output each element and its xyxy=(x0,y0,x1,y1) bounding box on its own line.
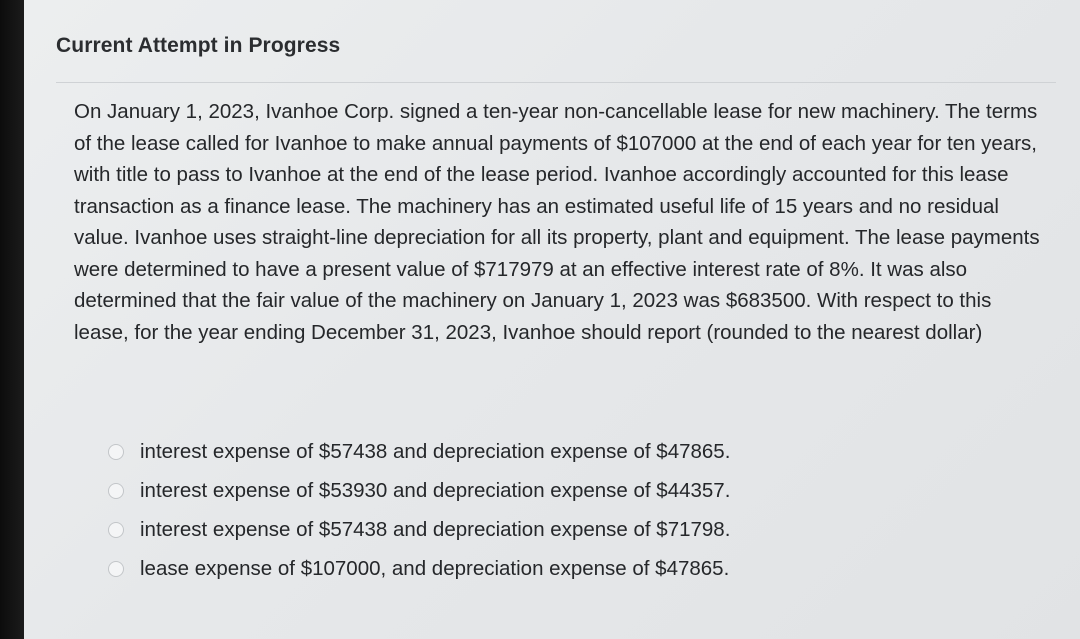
answer-option-label[interactable]: lease expense of $107000, and depreciation expense of $47865. xyxy=(140,556,730,580)
answer-option[interactable] xyxy=(108,471,730,510)
answer-option-label[interactable]: interest expense of $57438 and depreciation expense of $71798. xyxy=(140,517,731,541)
radio-button-1[interactable] xyxy=(108,444,124,460)
answer-option-label[interactable]: interest expense of $53930 and depreciation expense of $44357. xyxy=(140,478,731,502)
question-panel xyxy=(24,0,1080,639)
question-text: On January 1, 2023, Ivanhoe Corp. signed a ten-year non-cancellable lease for new machinery. The terms of the lease called for Ivanhoe to make annual payments of $107000 at the end of each year for ten years, with title to pass to Ivanhoe at the end of the lease period. Ivanhoe accordingly accounted for this lease transaction as a finance lease. The machinery has an estimated useful life of 15 years and no residual value. Ivanhoe uses straight-line depreciation for all its property, plant and equipment. The lease payments were determined to have a present value of $717979 at an effective interest rate of 8%. It was also determined that the fair value of the machinery on January 1, 2023 was $683500. With respect to this lease, for the year ending December 31, 2023, Ivanhoe should report (rounded to the nearest dollar) xyxy=(74,100,1040,344)
header-divider xyxy=(56,82,1056,83)
radio-button-4[interactable] xyxy=(108,561,124,577)
answer-option[interactable] xyxy=(108,510,730,549)
answer-options xyxy=(108,432,730,588)
answer-option[interactable] xyxy=(108,549,730,588)
attempt-status-heading: Current Attempt in Progress xyxy=(56,34,341,57)
answer-option-label[interactable]: interest expense of $57438 and depreciation expense of $47865. xyxy=(140,439,731,463)
radio-button-3[interactable] xyxy=(108,522,124,538)
answer-option[interactable] xyxy=(108,432,730,471)
radio-button-2[interactable] xyxy=(108,483,124,499)
